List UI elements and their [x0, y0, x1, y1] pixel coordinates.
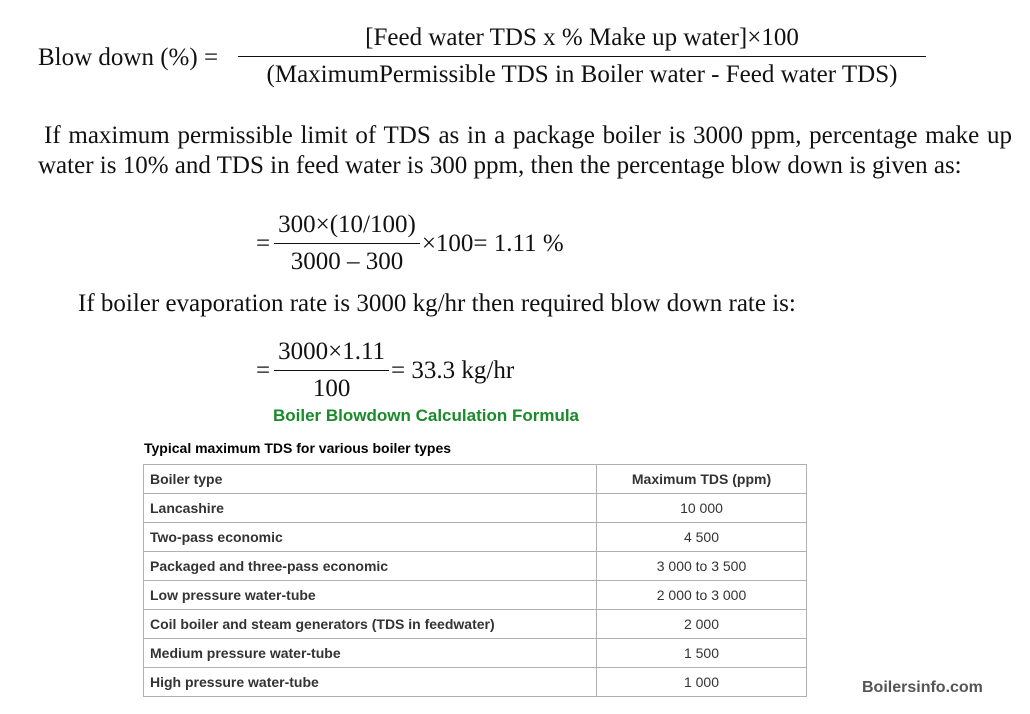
boiler-type-cell: Low pressure water-tube	[144, 581, 597, 610]
formula-denominator: (MaximumPermissible TDS in Boiler water - Feed water TDS)	[266, 61, 898, 88]
rate-calculation	[256, 338, 514, 403]
calc-numerator: 300×(10/100)	[278, 211, 416, 238]
site-watermark: Boilersinfo.com	[862, 679, 983, 696]
calc-fraction	[274, 211, 420, 276]
calc-result: = 33.3 kg/hr	[391, 356, 515, 384]
boiler-type-cell: Lancashire	[144, 494, 597, 523]
calc-result: ×100= 1.11 %	[421, 229, 564, 257]
table-row	[144, 494, 807, 523]
max-tds-cell: 2 000	[597, 610, 807, 639]
boiler-type-cell: Two-pass economic	[144, 523, 597, 552]
formula-fraction	[238, 24, 926, 89]
figure-caption: Boiler Blowdown Calculation Formula	[273, 406, 580, 425]
table-title: Typical maximum TDS for various boiler types	[144, 440, 452, 456]
evaporation-sentence: If boiler evaporation rate is 3000 kg/hr then required blow down rate is:	[78, 290, 796, 317]
calc-denominator: 3000 – 300	[290, 248, 404, 275]
formula-numerator: [Feed water TDS x % Make up water]×100	[365, 24, 799, 51]
boiler-type-cell: Packaged and three-pass economic	[144, 552, 597, 581]
max-tds-cell: 10 000	[597, 494, 807, 523]
column-header-max-tds: Maximum TDS (ppm)	[597, 465, 807, 494]
table-row	[144, 639, 807, 668]
table-header-row	[144, 465, 807, 494]
table-row	[144, 668, 807, 697]
calc-numerator: 3000×1.11	[278, 338, 386, 365]
equals-sign: =	[256, 229, 271, 257]
table-row	[144, 581, 807, 610]
max-tds-cell: 2 000 to 3 000	[597, 581, 807, 610]
tds-table	[143, 464, 807, 697]
boiler-type-cell: Coil boiler and steam generators (TDS in feedwater)	[144, 610, 597, 639]
boiler-type-cell: Medium pressure water-tube	[144, 639, 597, 668]
max-tds-cell: 3 000 to 3 500	[597, 552, 807, 581]
max-tds-cell: 1 000	[597, 668, 807, 697]
formula-lhs: Blow down (%) =	[38, 44, 219, 71]
max-tds-cell: 1 500	[597, 639, 807, 668]
boiler-type-cell: High pressure water-tube	[144, 668, 597, 697]
table-row	[144, 610, 807, 639]
equals-sign: =	[256, 356, 271, 384]
max-tds-cell: 4 500	[597, 523, 807, 552]
column-header-boiler-type: Boiler type	[144, 465, 597, 494]
table-row	[144, 523, 807, 552]
calc-denominator: 100	[312, 375, 351, 402]
percentage-calculation	[256, 211, 564, 276]
example-paragraph: If maximum permissible limit of TDS as in a package boiler is 3000 ppm, percentage make up water is 10% and TDS in feed water is 300 ppm, then the percentage blow down is given as:	[38, 122, 1012, 179]
calc-fraction	[274, 338, 389, 403]
table-row	[144, 552, 807, 581]
